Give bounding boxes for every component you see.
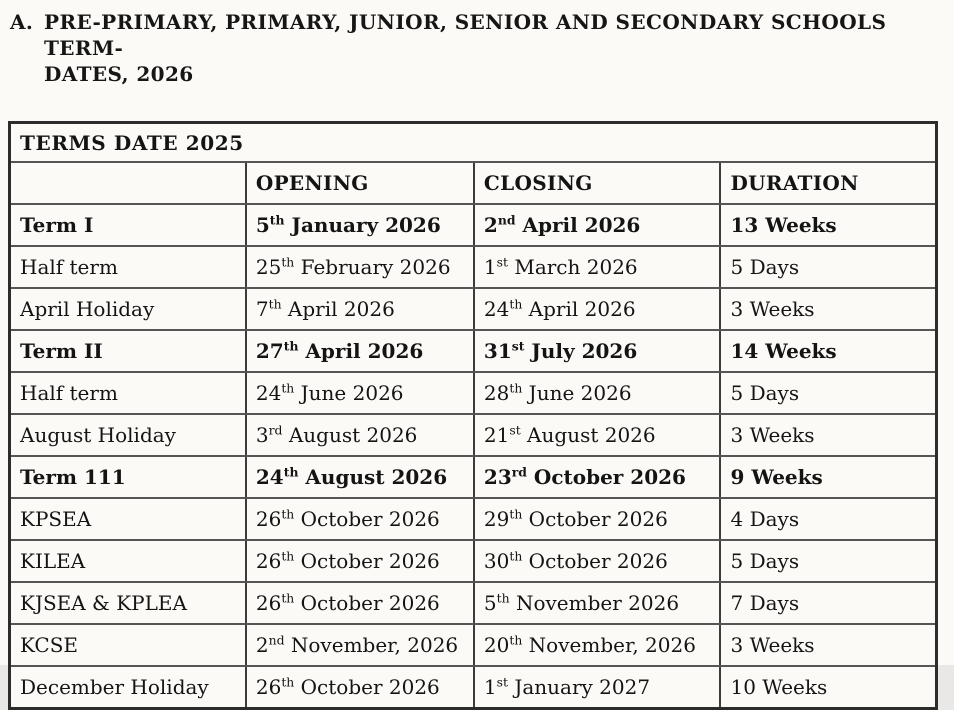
closing-date-cell: 5th November 2026 [474,582,721,624]
table-title-row [10,123,937,163]
table-row [10,288,937,330]
duration-cell: 5 Days [720,246,936,288]
opening-date-cell: 7th April 2026 [246,288,474,330]
row-label-cell: Half term [10,246,246,288]
duration-cell: 4 Days [720,498,936,540]
closing-date-cell: 20th November, 2026 [474,624,721,666]
closing-date-cell: 30th October 2026 [474,540,721,582]
opening-date-cell: 26th October 2026 [246,498,474,540]
opening-date-cell: 3rd August 2026 [246,414,474,456]
table-row [10,624,937,666]
row-label-cell: December Holiday [10,666,246,709]
closing-date-cell: 21st August 2026 [474,414,721,456]
opening-date-cell: 27th April 2026 [246,330,474,372]
section-heading-text [44,9,946,87]
closing-date-cell: 2nd April 2026 [474,204,721,246]
closing-date-cell: 24th April 2026 [474,288,721,330]
row-label-cell: April Holiday [10,288,246,330]
closing-date-cell: 1st March 2026 [474,246,721,288]
table-row [10,330,937,372]
table-row [10,414,937,456]
duration-cell: 5 Days [720,372,936,414]
table-row [10,372,937,414]
row-label-cell: Half term [10,372,246,414]
table-row [10,204,937,246]
closing-date-cell: 28th June 2026 [474,372,721,414]
row-label-cell: KILEA [10,540,246,582]
opening-date-cell: 25th February 2026 [246,246,474,288]
heading-line-2: DATES, 2026 [44,62,194,86]
opening-date-cell: 24th August 2026 [246,456,474,498]
opening-date-cell: 5th January 2026 [246,204,474,246]
row-label-cell: August Holiday [10,414,246,456]
row-label-cell: KJSEA & KPLEA [10,582,246,624]
duration-cell: 7 Days [720,582,936,624]
opening-date-cell: 26th October 2026 [246,540,474,582]
closing-date-cell: 31st July 2026 [474,330,721,372]
closing-date-cell: 1st January 2027 [474,666,721,709]
column-header-blank [10,162,246,204]
table-title: TERMS DATE 2025 [10,123,937,163]
opening-date-cell: 24th June 2026 [246,372,474,414]
closing-date-cell: 23rd October 2026 [474,456,721,498]
closing-date-cell: 29th October 2026 [474,498,721,540]
opening-date-cell: 26th October 2026 [246,582,474,624]
section-heading [10,9,946,87]
duration-cell: 5 Days [720,540,936,582]
term-dates-table [8,121,938,710]
section-letter: A. [10,10,34,34]
column-header-closing: CLOSING [474,162,721,204]
duration-cell: 10 Weeks [720,666,936,709]
row-label-cell: Term II [10,330,246,372]
duration-cell: 9 Weeks [720,456,936,498]
table-row [10,456,937,498]
table-row [10,582,937,624]
duration-cell: 3 Weeks [720,624,936,666]
row-label-cell: Term I [10,204,246,246]
row-label-cell: KCSE [10,624,246,666]
row-label-cell: KPSEA [10,498,246,540]
duration-cell: 3 Weeks [720,414,936,456]
opening-date-cell: 26th October 2026 [246,666,474,709]
table-row [10,666,937,709]
table-row [10,246,937,288]
heading-line-1: PRE-PRIMARY, PRIMARY, JUNIOR, SENIOR AND SECONDARY SCHOOLS TERM- [44,10,887,60]
duration-cell: 13 Weeks [720,204,936,246]
row-label-cell: Term 111 [10,456,246,498]
table-header-row [10,162,937,204]
column-header-opening: OPENING [246,162,474,204]
table-row [10,540,937,582]
table-row [10,498,937,540]
duration-cell: 14 Weeks [720,330,936,372]
opening-date-cell: 2nd November, 2026 [246,624,474,666]
duration-cell: 3 Weeks [720,288,936,330]
column-header-duration: DURATION [720,162,936,204]
